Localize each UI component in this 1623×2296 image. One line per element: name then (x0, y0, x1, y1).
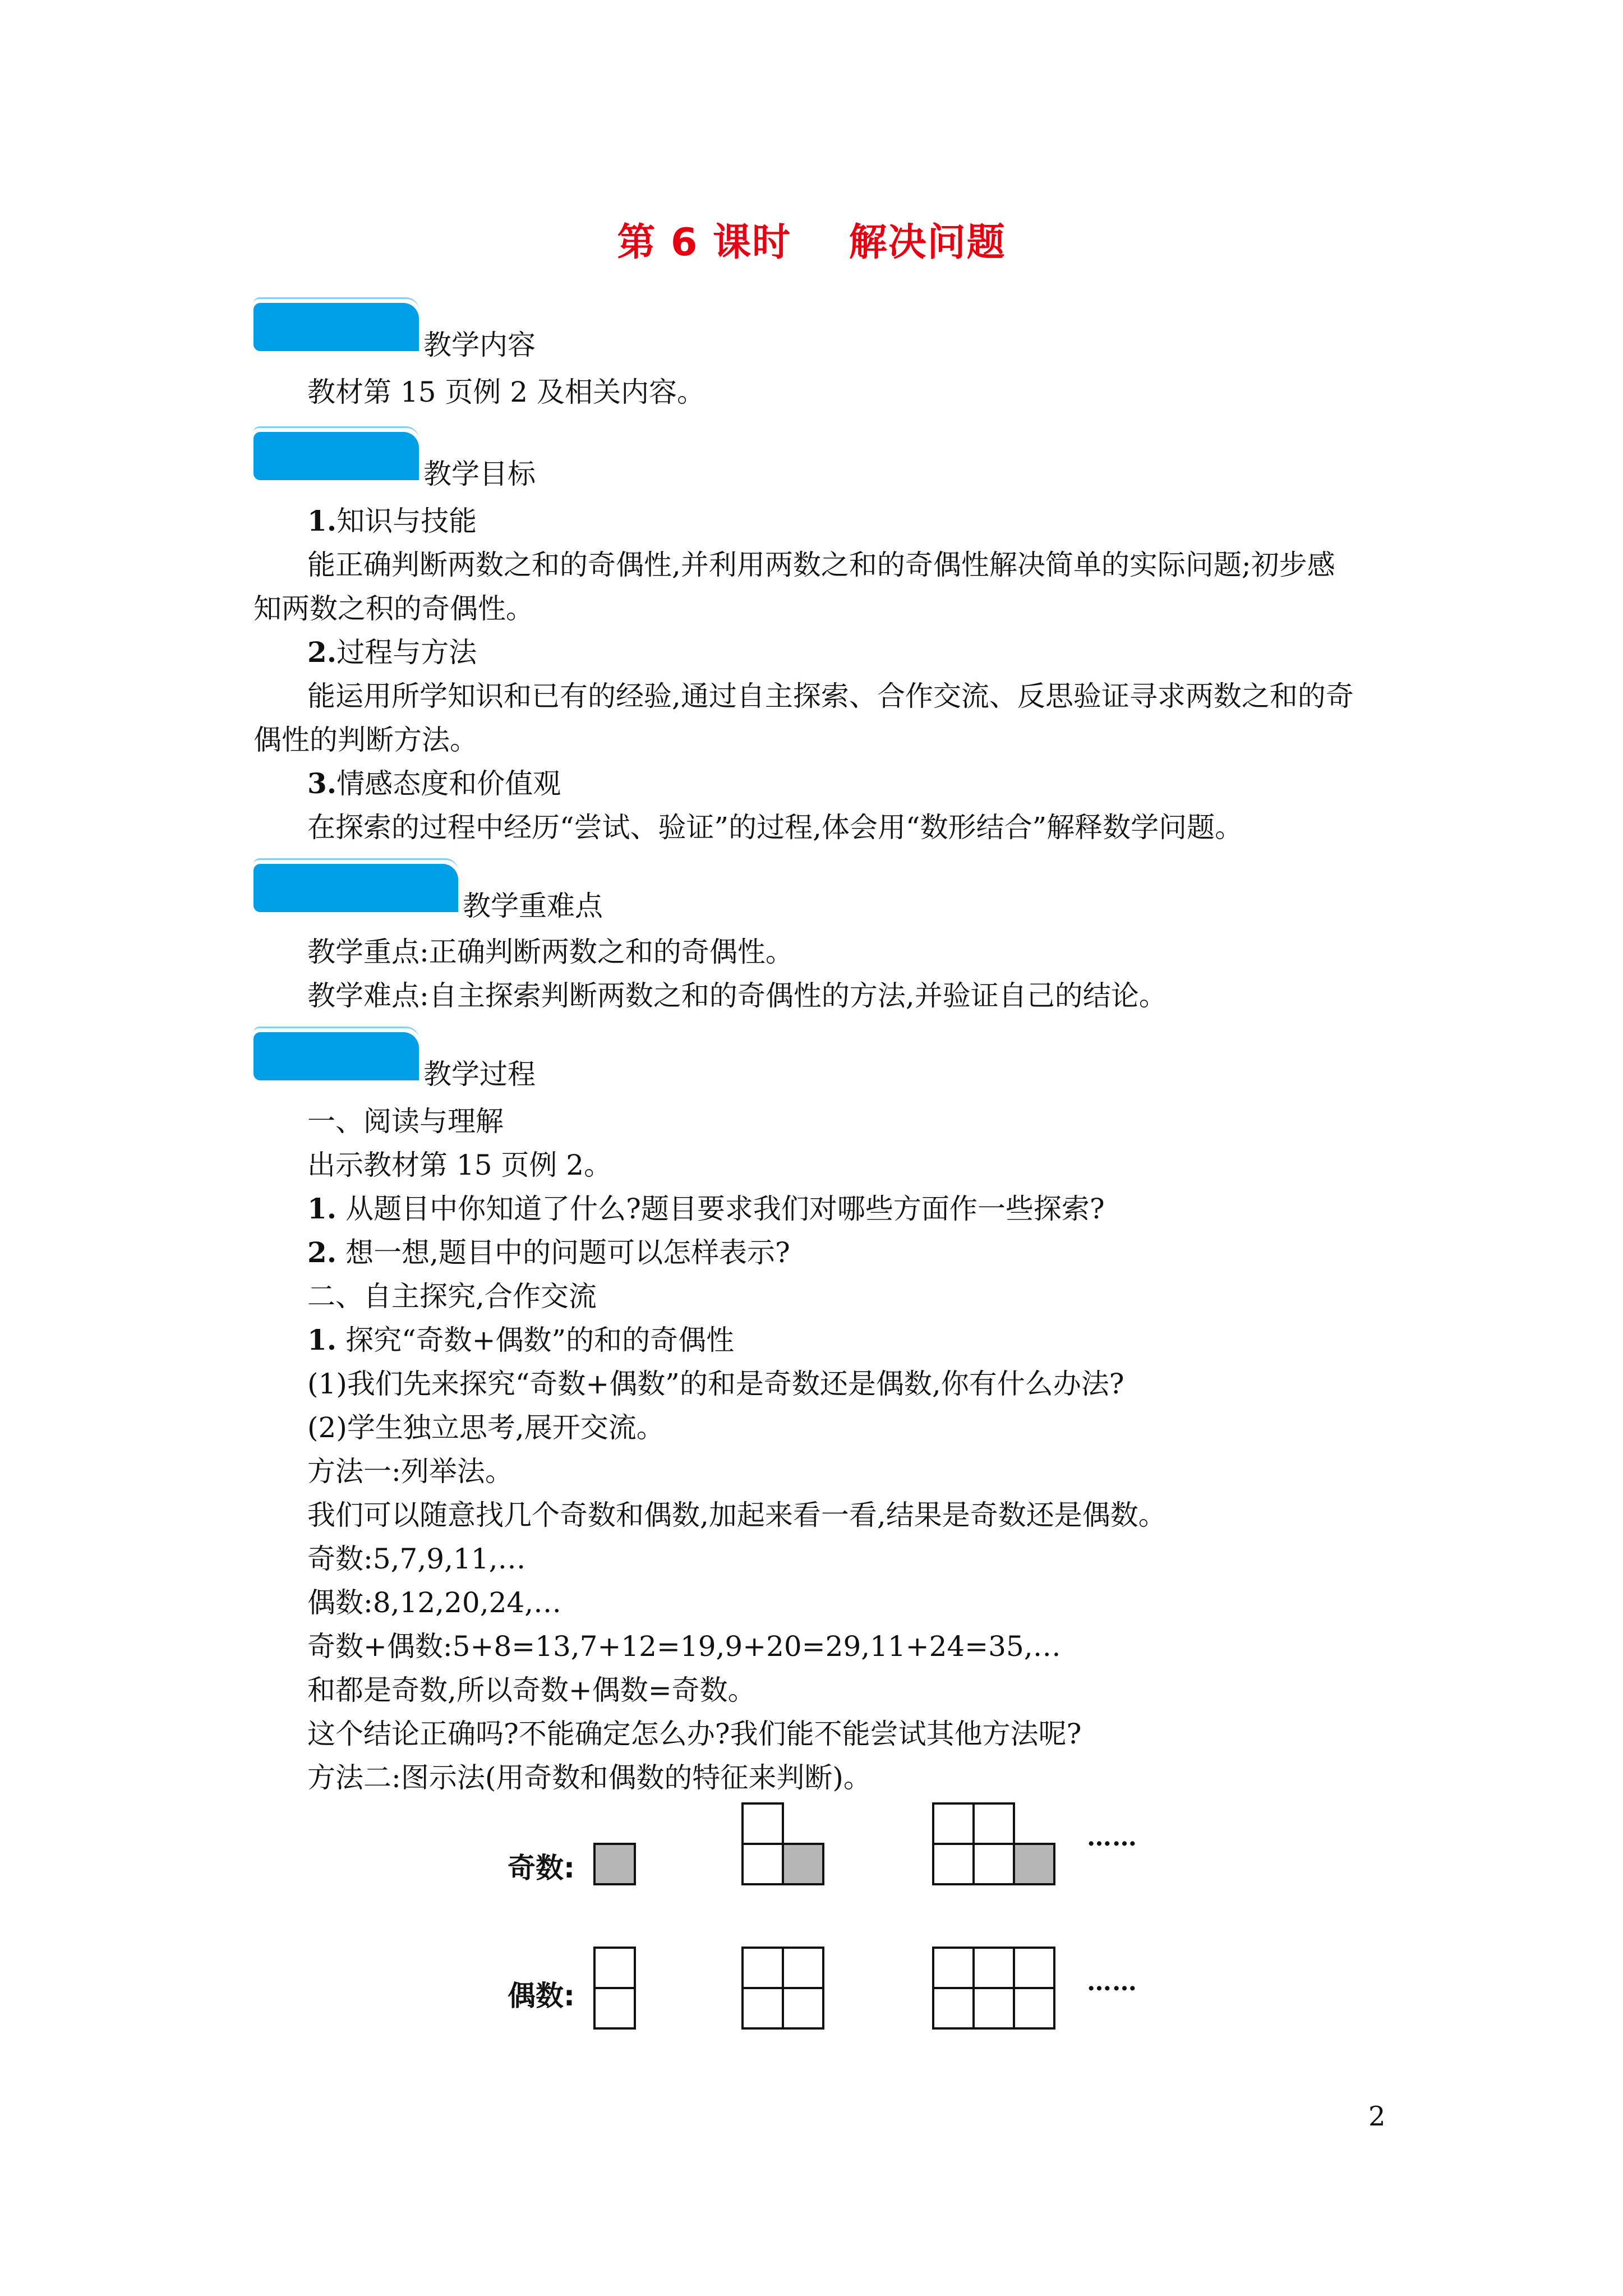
square-cell (741, 1843, 784, 1885)
process-line-7: (1)我们先来探究“奇数+偶数”的和是奇数还是偶数,你有什么办法? (307, 1368, 1124, 1400)
section-title-process: 教学过程 (423, 1058, 536, 1091)
goal-1-line-2: 知两数之积的奇偶性。 (253, 592, 534, 625)
square-cell (1013, 1843, 1055, 1885)
square-cell (932, 1947, 975, 1989)
square-cell (932, 1802, 975, 1845)
square-cell (782, 1987, 824, 2030)
process-line-6: 1. 探究“奇数+偶数”的和的奇偶性 (307, 1323, 735, 1356)
square-cell (741, 1947, 784, 1989)
process-line-3: 1. 从题目中你知道了什么?题目要求我们对哪些方面作一些探索? (307, 1192, 1105, 1225)
square-cell (932, 1987, 975, 2030)
square-cell (972, 1947, 1015, 1989)
process-line-4: 2. 想一想,题目中的问题可以怎样表示? (307, 1236, 790, 1269)
square-cell (972, 1802, 1015, 1845)
process-line-5: 二、自主探究,合作交流 (307, 1280, 597, 1313)
content-text: 教材第 15 页例 2 及相关内容。 (307, 376, 706, 408)
process-line-10: 我们可以随意找几个奇数和偶数,加起来看一看,结果是奇数还是偶数。 (307, 1499, 1166, 1531)
square-cell (782, 1843, 824, 1885)
process-line-1: 一、阅读与理解 (307, 1105, 504, 1138)
process-line-8: (2)学生独立思考,展开交流。 (307, 1411, 665, 1444)
section-title-content: 教学内容 (423, 329, 536, 361)
key-point: 教学重点:正确判断两数之和的奇偶性。 (307, 936, 794, 968)
odd-label: 奇数: (508, 1852, 575, 1884)
square-cell (593, 1947, 636, 1989)
difficult-point: 教学难点:自主探索判断两数之和的奇偶性的方法,并验证自己的结论。 (307, 979, 1167, 1012)
section-tab-keypoints (253, 864, 458, 912)
square-cell (1013, 1947, 1055, 1989)
goal-1-line-1: 能正确判断两数之和的奇偶性,并利用两数之和的奇偶性解决简单的实际问题;初步感 (307, 549, 1335, 581)
process-line-12: 偶数:8,12,20,24,… (307, 1586, 562, 1619)
square-cell (782, 1947, 824, 1989)
goal-2-line-2: 偶性的判断方法。 (253, 724, 478, 756)
process-line-9: 方法一:列举法。 (307, 1455, 513, 1488)
process-line-13: 奇数+偶数:5+8=13,7+12=19,9+20=29,11+24=35,… (307, 1630, 1061, 1663)
page-number: 2 (1368, 2101, 1386, 2132)
even-ellipsis: …… (1087, 1968, 1137, 1996)
square-cell (741, 1987, 784, 2030)
even-label: 偶数: (508, 1980, 575, 2012)
goal-3-title: 3.情感态度和价值观 (307, 767, 561, 800)
section-tab-content (253, 303, 419, 351)
square-cell (593, 1987, 636, 2030)
goal-2-title: 2.过程与方法 (307, 636, 477, 669)
page-title: 第 6 课时 解决问题 (617, 220, 1006, 265)
square-cell (741, 1802, 784, 1845)
process-line-15: 这个结论正确吗?不能确定怎么办?我们能不能尝试其他方法呢? (307, 1718, 1082, 1750)
square-cell (972, 1987, 1015, 2030)
goal-3-line-1: 在探索的过程中经历“尝试、验证”的过程,体会用“数形结合”解释数学问题。 (307, 811, 1243, 844)
odd-ellipsis: …… (1087, 1823, 1137, 1852)
goal-2-line-1: 能运用所学知识和已有的经验,通过自主探索、合作交流、反思验证寻求两数之和的奇 (307, 680, 1354, 712)
process-line-11: 奇数:5,7,9,11,… (307, 1543, 526, 1575)
goal-1-title: 1.知识与技能 (307, 504, 477, 537)
process-line-14: 和都是奇数,所以奇数+偶数=奇数。 (307, 1674, 756, 1706)
square-cell (1013, 1987, 1055, 2030)
section-tab-process (253, 1032, 419, 1080)
section-tab-goals (253, 432, 419, 480)
square-cell (932, 1843, 975, 1885)
process-line-2: 出示教材第 15 页例 2。 (307, 1149, 612, 1181)
process-line-16: 方法二:图示法(用奇数和偶数的特征来判断)。 (307, 1761, 872, 1794)
section-title-keypoints: 教学重难点 (463, 890, 603, 922)
square-cell (972, 1843, 1015, 1885)
section-title-goals: 教学目标 (423, 458, 536, 490)
square-cell (593, 1843, 636, 1885)
